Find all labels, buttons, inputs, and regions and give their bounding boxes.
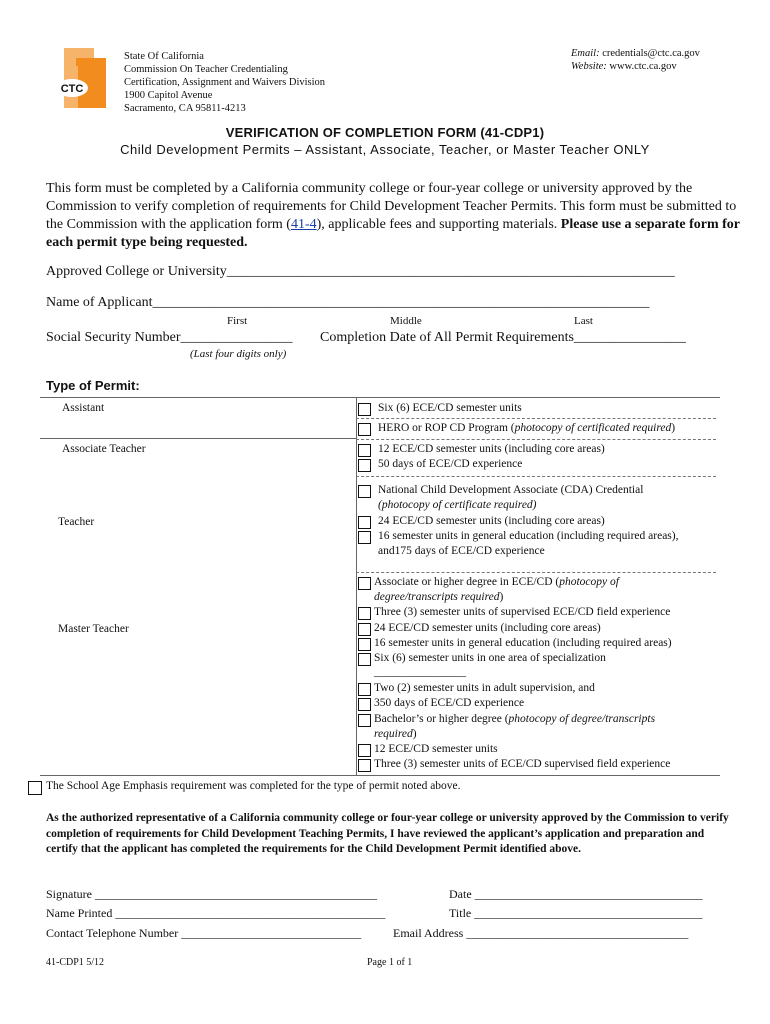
ctc-logo [50, 48, 110, 110]
ssn-label: Social Security Number [46, 330, 181, 345]
option-hero-rop: HERO or ROP CD Program (photocopy of certificated required) [378, 422, 676, 434]
title-label: Title [449, 906, 472, 920]
checkbox-master-ge[interactable] [358, 638, 371, 651]
email-label: Email: [571, 48, 600, 59]
title-field[interactable] [449, 906, 702, 921]
agency-address [124, 50, 325, 115]
type-of-permit-heading: Type of Permit: [46, 378, 140, 393]
option-separator [356, 439, 716, 440]
address-line: Commission On Teacher Credentialing [124, 64, 288, 75]
checkbox-associate-experience[interactable] [358, 459, 371, 472]
form-subtitle: Child Development Permits – Assistant, Associate, Teacher, or Master Teacher ONLY [120, 142, 650, 157]
permit-associate-teacher: Associate Teacher [62, 443, 146, 455]
option-master-adult-supervision: Two (2) semester units in adult supervision, and [374, 682, 595, 694]
form-code: 41-CDP1 5/12 [46, 957, 105, 968]
checkbox-master-ece-units[interactable] [358, 744, 371, 757]
name-printed-line[interactable]: _____________________________________________ [115, 906, 386, 920]
email-address-label: Email Address [393, 926, 464, 940]
form-41-4-link[interactable]: 41-4 [290, 217, 317, 232]
checkbox-master-specialization[interactable] [358, 653, 371, 666]
date-field[interactable] [449, 887, 703, 902]
option-cda-credential: National Child Development Associate (CDA) Credential [378, 484, 644, 496]
ssn-line[interactable]: ________________ [180, 330, 293, 345]
email-address-field[interactable] [393, 926, 688, 941]
logo-text: CTC [60, 83, 84, 95]
option-cda-note: (photocopy of certificate required) [378, 499, 537, 511]
checkbox-hero-rop[interactable] [358, 423, 371, 436]
address-line: Certification, Assignment and Waivers Division [124, 77, 326, 88]
checkbox-teacher-units[interactable] [358, 516, 371, 529]
checkbox-master-supervised-exp[interactable] [358, 759, 371, 772]
page-number: Page 1 of 1 [367, 957, 413, 968]
website-value[interactable]: www.ctc.ca.gov [609, 61, 677, 72]
form-title: VERIFICATION OF COMPLETION FORM (41-CDP1) [225, 125, 545, 140]
college-line[interactable]: ________________________________________________________________ [226, 264, 675, 279]
name-printed-field[interactable] [46, 906, 385, 921]
signature-field[interactable] [46, 887, 377, 902]
signature-line[interactable]: _______________________________________________ [95, 887, 377, 901]
agency-contact [571, 47, 700, 73]
address-line: Sacramento, CA 95811-4213 [124, 103, 246, 114]
intro-bold-note: Please use a separate form for each permit type being requested. [46, 217, 740, 250]
option-master-bachelors: Bachelor’s or higher degree (photocopy of degree/transcripts [374, 713, 656, 725]
school-age-emphasis-text: The School Age Emphasis requirement was completed for the type of permit noted above. [46, 780, 461, 792]
certification-statement: As the authorized representative of a California community college or four-year college or university approved by the Commission to verify completion of requirements for Child Development Teaching Permits, I have reviewed the applicant’s application and preparation and certify that the applicant has completed the requirements for the Child Development Permit identified above. [46, 812, 729, 855]
email-address-line[interactable]: _____________________________________ [466, 926, 689, 940]
permit-master-teacher: Master Teacher [58, 623, 129, 635]
option-master-experience: 350 days of ECE/CD experience [374, 697, 525, 709]
title-line[interactable]: ______________________________________ [474, 906, 703, 920]
table-divider [356, 397, 357, 775]
completion-label: Completion Date of All Permit Requirements [320, 330, 574, 345]
completion-date-field[interactable] [320, 330, 686, 346]
address-line: State Of California [124, 51, 204, 62]
name-printed-label: Name Printed [46, 906, 113, 920]
checkbox-master-units[interactable] [358, 623, 371, 636]
website-label: Website: [571, 61, 607, 72]
email-value[interactable]: credentials@ctc.ca.gov [602, 48, 700, 59]
phone-label: Contact Telephone Number [46, 926, 179, 940]
table-top-rule [40, 397, 720, 398]
applicant-line[interactable]: _______________________________________________________________________ [152, 295, 650, 310]
ssn-field[interactable] [46, 330, 293, 346]
intro-paragraph: This form must be completed by a California community college or four-year college or university approved by the Commission to verify completion of requirements for Child Development Teacher Permits. This form must be submitted to the Commission with the application form (41-4), applicable fees and supporting materials. Please use a separate form for each permit type being requested. [46, 181, 740, 250]
specialization-line[interactable]: ________________ [374, 666, 466, 678]
option-master-specialization: Six (6) semester units in one area of specialization [374, 652, 606, 664]
phone-line[interactable]: ______________________________ [181, 926, 362, 940]
signature-label: Signature [46, 887, 92, 901]
checkbox-school-age-emphasis[interactable] [28, 781, 42, 795]
option-separator [356, 418, 716, 419]
ssn-note: (Last four digits only) [190, 348, 287, 360]
option-separator [356, 572, 716, 573]
permit-teacher: Teacher [58, 516, 95, 528]
option-teacher-units: 24 ECE/CD semester units (including core areas) [378, 515, 605, 527]
option-master-associate-degree-cont: degree/transcripts required) [374, 591, 504, 603]
checkbox-master-bachelors[interactable] [358, 714, 371, 727]
permit-assistant: Assistant [62, 402, 105, 414]
option-separator [356, 476, 716, 477]
checkbox-teacher-ge[interactable] [358, 531, 371, 544]
checkbox-cda-credential[interactable] [358, 485, 371, 498]
middle-name-label: Middle [390, 315, 422, 327]
address-line: 1900 Capitol Avenue [124, 90, 213, 101]
checkbox-master-experience[interactable] [358, 698, 371, 711]
option-master-supervised-exp: Three (3) semester units of ECE/CD supervised field experience [374, 758, 671, 770]
checkbox-master-adult-supervision[interactable] [358, 683, 371, 696]
last-name-label: Last [574, 315, 593, 327]
option-teacher-ge: 16 semester units in general education (including required areas), [378, 530, 679, 542]
checkbox-master-field-exp[interactable] [358, 607, 371, 620]
option-associate-units: 12 ECE/CD semester units (including core areas) [378, 443, 605, 455]
table-bottom-rule [40, 775, 720, 776]
college-field[interactable] [46, 264, 675, 280]
applicant-label: Name of Applicant [46, 295, 153, 310]
option-teacher-experience: and175 days of ECE/CD experience [378, 545, 545, 557]
option-associate-experience: 50 days of ECE/CD experience [378, 458, 523, 470]
option-master-ge: 16 semester units in general education (including required areas) [374, 637, 672, 649]
college-label: Approved College or University [46, 264, 227, 279]
option-master-ece-units: 12 ECE/CD semester units [374, 743, 498, 755]
option-assistant-units: Six (6) ECE/CD semester units [378, 402, 522, 414]
phone-field[interactable] [46, 926, 361, 941]
completion-line[interactable]: ________________ [573, 330, 686, 345]
checkbox-associate-units[interactable] [358, 444, 371, 457]
checkbox-assistant-units[interactable] [358, 403, 371, 416]
option-master-field-exp: Three (3) semester units of supervised ECE/CD field experience [374, 606, 671, 618]
option-master-units: 24 ECE/CD semester units (including core areas) [374, 622, 601, 634]
row-rule [40, 438, 356, 439]
first-name-label: First [227, 315, 248, 327]
option-master-associate-degree: Associate or higher degree in ECE/CD (photocopy of [374, 576, 619, 588]
checkbox-master-associate-degree[interactable] [358, 577, 371, 590]
applicant-name-field[interactable] [46, 295, 650, 311]
date-label: Date [449, 887, 472, 901]
date-line[interactable]: ______________________________________ [474, 887, 703, 901]
option-master-bachelors-cont: required) [374, 728, 417, 740]
